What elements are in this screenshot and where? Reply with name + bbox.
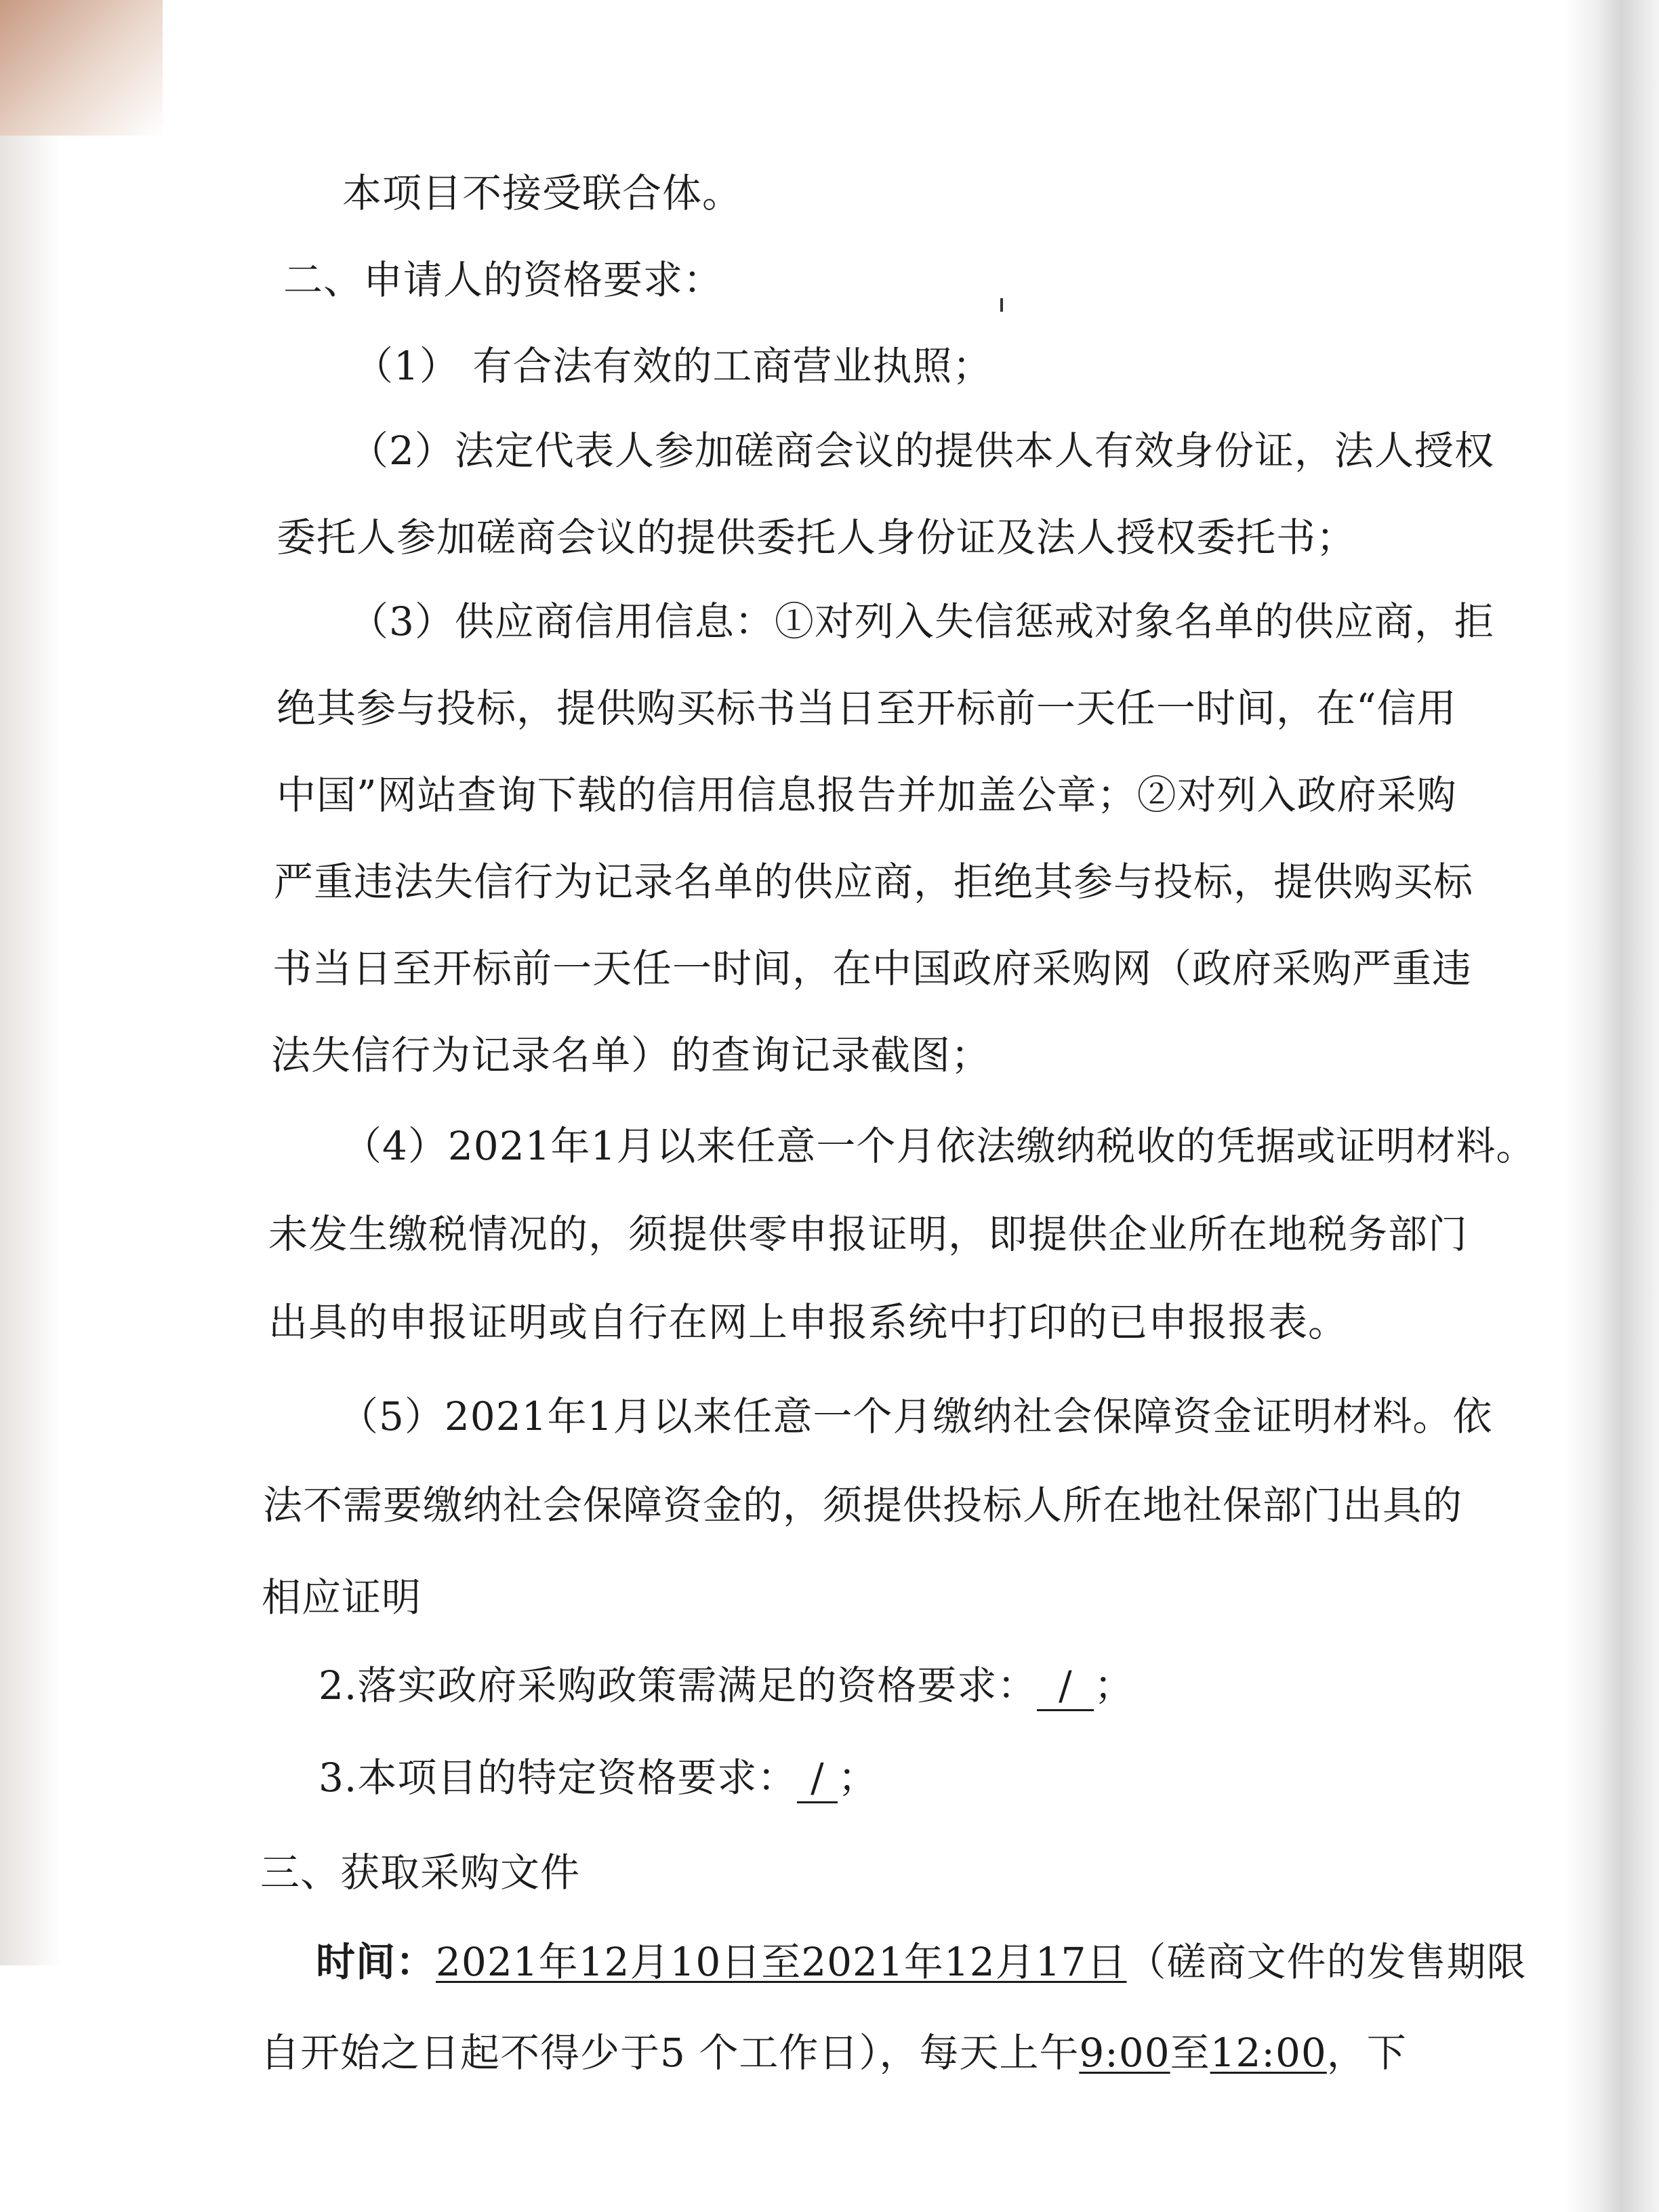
specific-requirement-line [319,1754,878,1803]
requirement-5-line-2: 法不需要缴纳社会保障资金的，须提供投标人所在地社保部门出具的 [263,1482,1463,1528]
requirement-2-line-2: 委托人参加磋商会议的提供委托人身份证及法人授权委托书； [276,514,1357,560]
policy-requirement-label: 2.落实政府采购政策需满足的资格要求： [319,1662,1038,1708]
requirement-3-line-4: 严重违法失信行为记录名单的供应商，拒绝其参与投标，提供购买标 [274,859,1474,905]
requirement-5-line-3: 相应证明 [262,1574,422,1620]
time-line-1 [316,1938,1526,1986]
requirement-3-line-1: （3）供应商信用信息：①对列入失信惩戒对象名单的供应商，拒 [349,598,1494,644]
specific-requirement-suffix: ； [838,1755,878,1801]
requirement-3-line-6: 法失信行为记录名单）的查询记录截图； [271,1032,991,1078]
specific-requirement-label: 3.本项目的特定资格要求： [319,1755,798,1801]
sale-period-note: （磋商文件的发售期限 [1126,1939,1527,1985]
policy-requirement-suffix: ； [1094,1662,1134,1708]
requirement-4-line-3: 出具的申报证明或自行在网上申报系统中打印的已申报报表。 [268,1299,1349,1345]
requirement-4-line-2: 未发生缴税情况的，须提供零申报证明，即提供企业所在地税务部门 [268,1211,1469,1257]
morning-end-time: 12:00 [1210,2030,1327,2076]
no-consortium-line: 本项目不接受联合体。 [342,170,743,216]
requirement-4-line-1: （4）2021年1月以来任意一个月依法缴纳税收的凭据或证明材料。 [342,1123,1536,1169]
time-line-2-suffix: ，下 [1326,2030,1407,2076]
section-2-heading: 二、申请人的资格要求： [283,257,724,303]
sale-period-dates: 2021年12月10日至2021年12月17日 [436,1939,1127,1985]
time-line-2-prefix: 自开始之日起不得少于5 个工作日），每天上午 [260,2030,1080,2076]
requirement-5-line-1: （5）2021年1月以来任意一个月缴纳社会保障资金证明材料。依 [339,1393,1493,1439]
specific-requirement-blank: / [797,1754,838,1803]
requirement-3-line-2: 绝其参与投标，提供购买标书当日至开标前一天任一时间，在“信用 [276,685,1457,731]
requirement-2-line-1: （2）法定代表人参加磋商会议的提供本人有效身份证，法人授权 [349,428,1494,474]
morning-start-time: 9:00 [1079,2030,1170,2076]
policy-requirement-blank: / [1037,1662,1094,1711]
time-label: 时间： [316,1939,436,1985]
requirement-3-line-3: 中国”网站查询下载的信用信息报告并加盖公章；②对列入政府采购 [276,772,1457,818]
time-separator: 至 [1170,2030,1210,2076]
requirement-1: （1） 有合法有效的工商营业执照； [354,343,993,389]
time-line-2 [260,2029,1407,2076]
section-3-heading: 三、获取采购文件 [260,1849,581,1896]
requirement-3-line-5: 书当日至开标前一天任一时间，在中国政府采购网（政府采购严重违 [272,945,1473,991]
policy-requirement-line [319,1662,1134,1711]
